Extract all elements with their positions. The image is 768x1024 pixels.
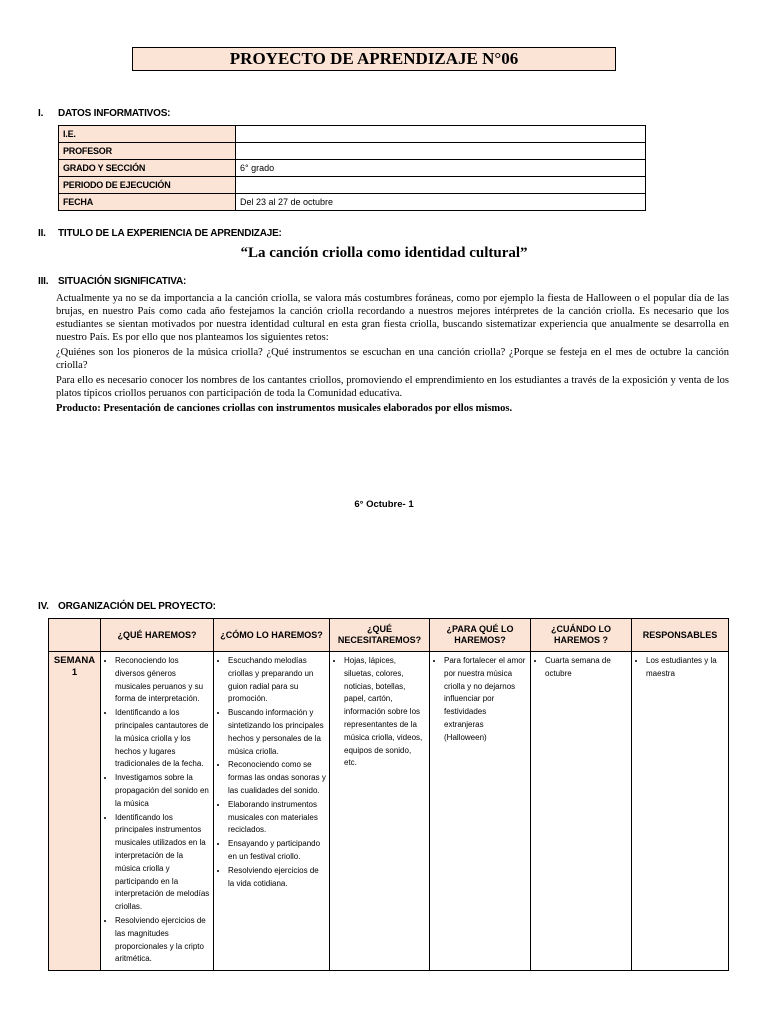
header-row [49,619,729,652]
section-number: I. [38,108,44,119]
header-cell [49,619,101,652]
list-item: • Identificando a los principales cantautores de la música criolla y los hechos y lugares tradicionales de la fecha. [115,707,210,771]
info-label: PROFESOR [59,143,236,160]
situation-questions: ¿Quiénes son los pioneros de la música criolla? ¿Qué instrumentos se escuchan en una canción criolla? ¿Porque se festeja en el mes de octubre la canción criolla? [56,347,729,371]
list-item: • Ensayando y participando en un festival criollo. [228,838,326,864]
section-number: III. [38,276,49,287]
para-que-cell [430,652,531,971]
list-item: • Reconociendo los diversos géneros musicales peruanos y su forma de interpretación. [115,655,210,706]
section-situacion [38,276,186,287]
section-label: ORGANIZACIÓN DEL PROYECTO: [58,601,216,612]
list-item: • Los estudiantes y la maestra [646,655,725,681]
info-label: FECHA [59,194,236,211]
info-row [59,194,646,211]
week-label: SEMANA 1 [49,652,101,971]
info-row [59,177,646,194]
situation-text [56,292,729,417]
list-item: • Buscando información y sintetizando los principales hechos y personales de la música criolla. [228,707,326,758]
section-label: TITULO DE LA EXPERIENCIA DE APRENDIZAJE: [58,228,282,239]
list-item: • Resolviendo ejercicios de la vida cotidiana. [228,865,326,891]
info-label: PERIODO DE EJECUCIÓN [59,177,236,194]
info-value: Del 23 al 27 de octubre [236,194,646,211]
info-value [236,126,646,143]
header-cell: ¿QUÉ HAREMOS? [101,619,214,652]
info-value: 6° grado [236,160,646,177]
info-value [236,143,646,160]
header-cell: ¿CÓMO LO HAREMOS? [214,619,330,652]
info-row [59,126,646,143]
header-cell: ¿QUÉ NECESITAREMOS? [330,619,430,652]
section-number: IV. [38,601,49,612]
list-item: • Investigamos sobre la propagación del sonido en la música [115,772,210,810]
situation-paragraph: Actualmente ya no se da importancia a la canción criolla, se valora más costumbres foráneas, como por ejemplo la fiesta de Halloween o el popular día de las brujas, en nuestro País como cada año festejamos la canción criolla recordando a nuestros mejores intérpretes de la canción criolla. Es necesario que los estudiantes se sientan motivados por nuestra identidad cultural en esta gran fiesta criolla, buscando sistematizar experiencia que anualmente se desarrolla en nuestro País. Es por ello que nos planteamos los siguientes retos: [56,293,729,343]
section-label: SITUACIÓN SIGNIFICATIVA: [58,276,187,287]
info-table [58,125,646,211]
responsables-cell [632,652,729,971]
header-cell: ¿PARA QUÉ LO HAREMOS? [430,619,531,652]
list-item: • Escuchando melodías criollas y preparando un guion radial para su promoción. [228,655,326,706]
section-label: DATOS INFORMATIVOS: [58,108,171,119]
header-cell: RESPONSABLES [632,619,729,652]
info-label: GRADO Y SECCIÓN [59,160,236,177]
info-row [59,160,646,177]
list-item: • Reconociendo como se formas las ondas sonoras y las cualidades del sonido. [228,759,326,797]
list-item: • Para fortalecer el amor por nuestra música criolla y no dejarnos influenciar por festividades extranjeras (Halloween) [444,655,527,745]
page-title: PROYECTO DE APRENDIZAJE N°06 [132,47,616,71]
section-organizacion [38,601,216,612]
list-item: • Identificando los principales instrumentos musicales utilizados en la interpretación de la música criolla y participando en la interpretación de melodías criollas. [115,812,210,914]
situation-product: Producto: Presentación de canciones criollas con instrumentos musicales elaborados por ellos mismos. [56,403,513,414]
section-titulo [38,228,282,239]
que-cell [101,652,214,971]
organization-table [48,618,729,971]
list-item: • Hojas, lápices, siluetas, colores, noticias, botellas, papel, cartón, información sobre los representantes de la música criolla, videos, equipos de sonido, etc. [344,655,426,770]
situation-paragraph: Para ello es necesario conocer los nombres de los cantantes criollos, promoviendo el emprendimiento en los estudiantes a través de la exposición y venta de los platos típicos criollos peruanos con participación de toda la Comunidad educativa. [56,375,729,399]
cuando-cell [531,652,632,971]
info-value [236,177,646,194]
list-item: • Cuarta semana de octubre [545,655,628,681]
experience-title: “La canción criolla como identidad cultural” [240,245,528,261]
week-row [49,652,729,971]
info-row [59,143,646,160]
info-label: I.E. [59,126,236,143]
section-datos-informativos [38,108,170,119]
list-item: • Resolviendo ejercicios de las magnitudes proporcionales y la cripto aritmética. [115,915,210,966]
header-cell: ¿CUÁNDO LO HAREMOS ? [531,619,632,652]
section-number: II. [38,228,46,239]
list-item: • Elaborando instrumentos musicales con materiales reciclados. [228,799,326,837]
grade-label: 6° Octubre- 1 [354,499,414,510]
necesitar-cell [330,652,430,971]
como-cell [214,652,330,971]
